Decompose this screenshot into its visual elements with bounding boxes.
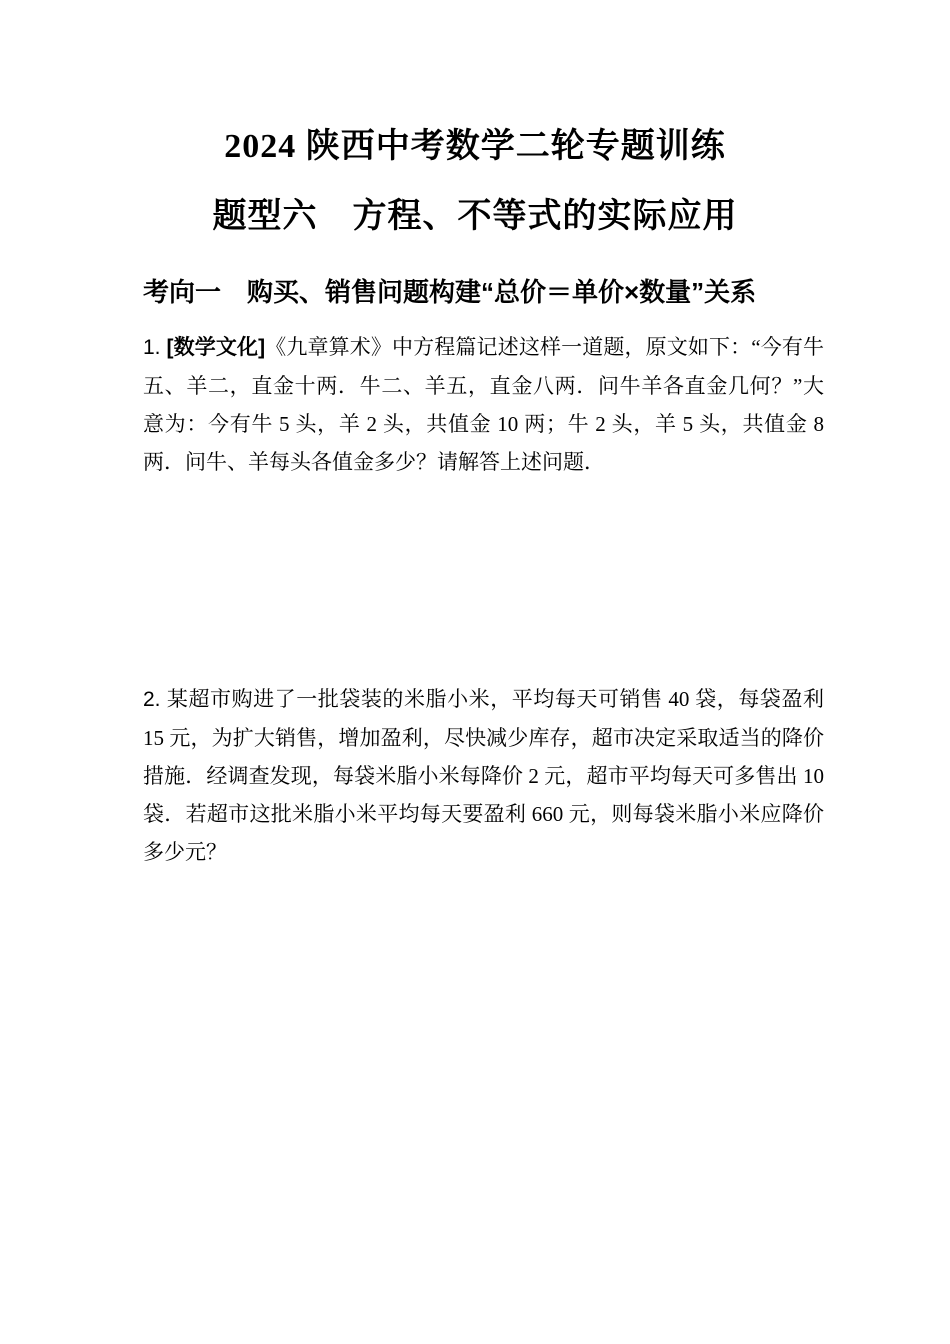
- page-title: 2024 陕西中考数学二轮专题训练: [224, 128, 726, 165]
- question-1-tag: [数学文化]: [166, 336, 266, 359]
- question-1-number: 1.: [143, 336, 167, 359]
- question-2-text: 某超市购进了一批袋装的米脂小米，平均每天可销售 40 袋，每袋盈利 15 元，为扩大销售，增加盈利，尽快减少库存，超市决定采取适当的降价措施．经调查发现，每袋米脂小米每降价 2 元，超市平均每天可多售出 10 袋．若超市这批米脂小米平均每天要盈利 660 元，则每袋米脂小米应降价多少元？: [143, 687, 824, 864]
- page-subtitle: 题型六 方程、不等式的实际应用: [212, 198, 738, 235]
- question-1: [143, 328, 824, 481]
- section-heading: 考向一 购买、销售问题构建“总价＝单价×数量”关系: [143, 277, 757, 307]
- question-2-number: 2.: [143, 688, 167, 711]
- question-2: [143, 680, 824, 871]
- question-1-text: 《九章算术》中方程篇记述这样一道题，原文如下：“今有牛五、羊二，直金十两．牛二、羊五，直金八两．问牛羊各直金几何？”大意为：今有牛 5 头，羊 2 头，共值金 10 两；牛 2 头，羊 5 头，共值金 8 两．问牛、羊每头各值金多少？请解答上述问题．: [143, 335, 824, 474]
